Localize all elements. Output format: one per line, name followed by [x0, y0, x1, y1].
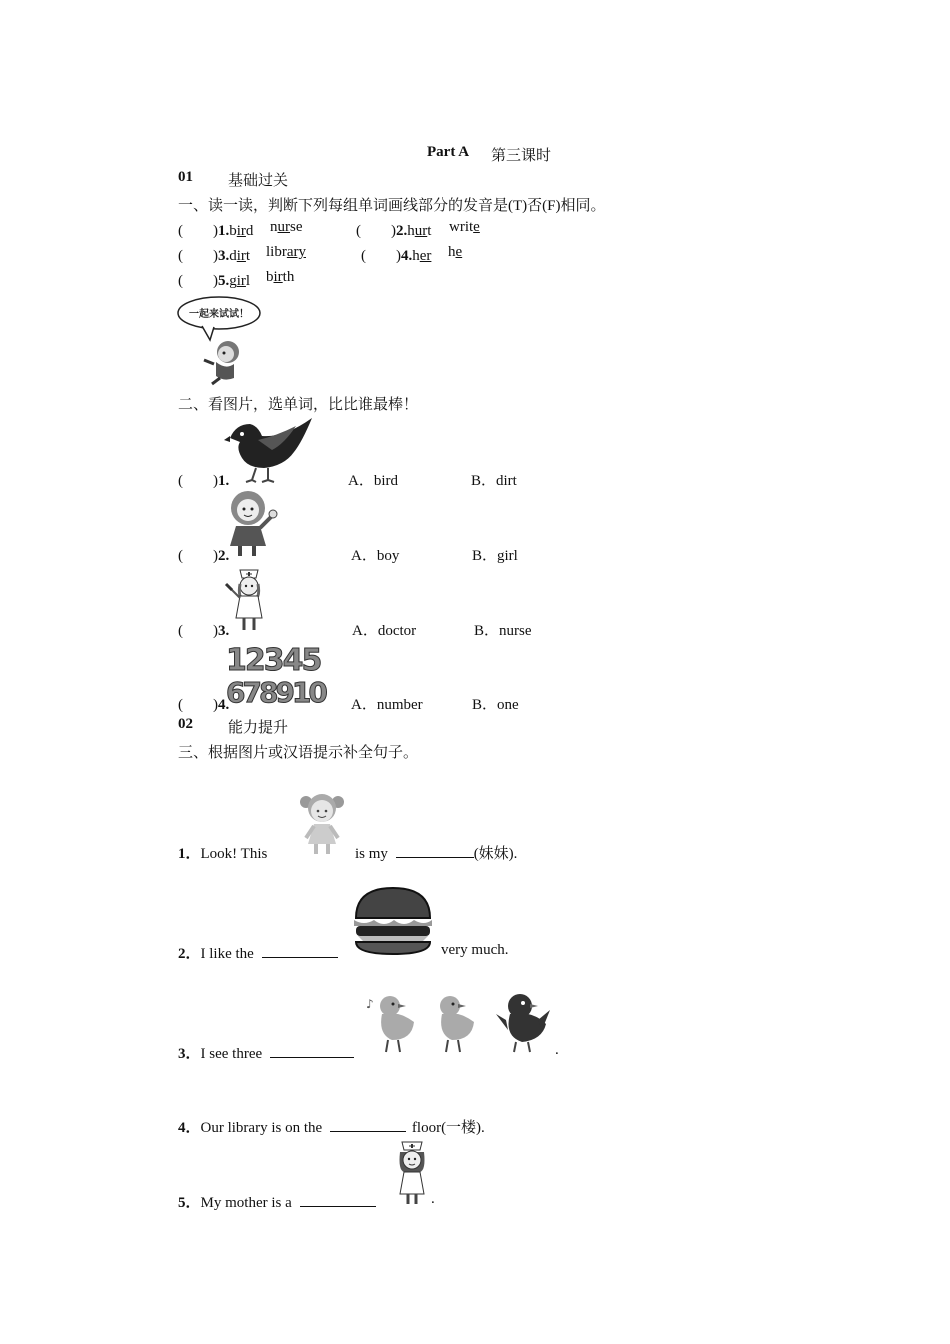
- sentence-1: [178, 842, 267, 863]
- sentence-number: 1．: [178, 846, 201, 862]
- underlined-part: e: [455, 244, 463, 260]
- option-b[interactable]: B．nurse: [474, 623, 532, 639]
- option-b[interactable]: B．dirt: [471, 473, 517, 489]
- item-number: 4.: [218, 697, 230, 713]
- sentence-5: [178, 1191, 376, 1212]
- word-part: h: [407, 223, 415, 239]
- item-number: 3.: [218, 248, 230, 264]
- chick-icon: [440, 996, 474, 1052]
- sentence-number: 3．: [178, 1046, 201, 1062]
- sentence-text: Look! This: [200, 846, 268, 862]
- option-a[interactable]: A．doctor: [352, 623, 417, 639]
- sentence-text: floor(一楼).: [411, 1120, 485, 1136]
- question-instruction: 三、根据图片或汉语提示补全句子。: [178, 745, 419, 761]
- sentence-text: is my: [355, 846, 388, 862]
- sentence-text: I like the: [200, 946, 254, 962]
- sentence-text: (妹妹).: [473, 846, 518, 862]
- answer-paren[interactable]: ( ): [361, 248, 401, 264]
- option-a[interactable]: A．boy: [351, 548, 400, 564]
- part-label: Part A: [427, 144, 470, 160]
- phonics-word: [448, 244, 462, 261]
- word-part: se: [290, 219, 303, 235]
- answer-paren[interactable]: ( ): [178, 223, 218, 239]
- answer-blank[interactable]: [270, 1043, 354, 1058]
- underlined-part: ir: [273, 269, 283, 285]
- word-part: h: [448, 244, 456, 260]
- sentence-text: My mother is a: [200, 1195, 292, 1211]
- item-number: 1.: [218, 223, 230, 239]
- phonics-word: [266, 269, 294, 286]
- answer-paren[interactable]: ( ): [178, 697, 218, 713]
- chick-icon: [366, 996, 414, 1052]
- word-part: t: [245, 248, 251, 264]
- underlined-part: ary: [286, 244, 306, 260]
- sentence-2: [178, 942, 338, 963]
- underlined-part: ir: [236, 273, 246, 289]
- phonics-item: [178, 244, 250, 265]
- section-title: 能力提升: [228, 720, 289, 736]
- answer-paren[interactable]: ( ): [178, 548, 218, 564]
- choice-item: [178, 693, 229, 714]
- question-instruction: 一、读一读，判断下列每组单词画线部分的发音是(T)否(F)相同。: [178, 198, 606, 214]
- nurse-mother-picture: [392, 1136, 432, 1208]
- hamburger-picture: [352, 886, 434, 956]
- word-part: t: [427, 223, 432, 239]
- sentence-3: [178, 1042, 354, 1063]
- section-number: 02: [178, 716, 193, 732]
- try-it-cartoon: [176, 294, 266, 386]
- word-part: g: [229, 273, 237, 289]
- question-instruction: 二、看图片，选单词，比比谁最棒！: [178, 397, 419, 413]
- answer-blank[interactable]: [330, 1117, 406, 1132]
- little-sister-picture: [292, 786, 352, 858]
- sentence-number: 2．: [178, 946, 201, 962]
- sentence-text: I see three: [200, 1046, 263, 1062]
- word-part: l: [245, 273, 251, 289]
- item-number: 3.: [218, 623, 230, 639]
- answer-paren[interactable]: ( ): [178, 623, 218, 639]
- option-b[interactable]: B．girl: [472, 548, 518, 564]
- underlined-part: ur: [277, 219, 290, 235]
- lesson-title: 第三课时: [491, 148, 552, 164]
- item-number: 1.: [218, 473, 230, 489]
- underlined-part: e: [473, 219, 480, 235]
- answer-paren[interactable]: ( ): [356, 223, 396, 239]
- word-part: b: [266, 269, 274, 285]
- sentence-text: Our library is on the: [200, 1120, 323, 1136]
- numbers-picture: [224, 638, 334, 708]
- bird-picture: [224, 414, 316, 484]
- digits-row-1: 12345: [226, 643, 321, 678]
- sentence-text: .: [555, 1042, 559, 1058]
- phonics-item: [361, 244, 431, 265]
- digits-row-2: 678910: [226, 676, 325, 708]
- phonics-word: [270, 219, 303, 236]
- sentence-number: 4．: [178, 1120, 201, 1136]
- word-part: b: [229, 223, 237, 239]
- sentence-text: .: [431, 1191, 435, 1207]
- option-a[interactable]: A．bird: [348, 473, 398, 489]
- word-part: n: [270, 219, 278, 235]
- answer-paren[interactable]: ( ): [178, 273, 218, 289]
- option-b[interactable]: B．one: [472, 697, 519, 713]
- three-birds-picture: [362, 986, 554, 1058]
- bubble-text: 一起来试试！: [189, 309, 249, 320]
- black-bird-icon: [496, 994, 550, 1052]
- word-part: d: [229, 248, 237, 264]
- sentence-4: [178, 1116, 485, 1137]
- answer-paren[interactable]: ( ): [178, 473, 218, 489]
- answer-paren[interactable]: ( ): [178, 248, 218, 264]
- answer-blank[interactable]: [396, 843, 474, 858]
- word-part: d: [245, 223, 254, 239]
- underlined-part: ur: [414, 223, 428, 239]
- nurse-picture: [224, 564, 274, 634]
- item-number: 2.: [218, 548, 230, 564]
- sentence-number: 5．: [178, 1195, 201, 1211]
- section-number: 01: [178, 169, 193, 185]
- sentence-text: very much.: [441, 942, 509, 958]
- phonics-item: [178, 219, 253, 240]
- underlined-part: ir: [236, 223, 246, 239]
- underlined-part: er: [419, 248, 432, 264]
- word-part: writ: [449, 219, 474, 235]
- choice-item: [178, 469, 229, 490]
- svg-text:♪: ♪: [366, 997, 374, 1011]
- sentence-1-cont: [355, 842, 517, 863]
- girl-picture: [224, 488, 280, 560]
- phonics-word: [266, 244, 306, 261]
- choice-item: [178, 544, 229, 565]
- section-title: 基础过关: [228, 173, 289, 189]
- phonics-word: [449, 219, 480, 236]
- option-a[interactable]: A．number: [351, 697, 423, 713]
- answer-blank[interactable]: [300, 1192, 376, 1207]
- word-part: libr: [266, 244, 287, 260]
- item-number: 2.: [396, 223, 408, 239]
- phonics-item: [178, 269, 250, 290]
- item-number: 5.: [218, 273, 230, 289]
- choice-item: [178, 619, 229, 640]
- word-part: h: [412, 248, 420, 264]
- word-part: th: [282, 269, 295, 285]
- phonics-item: [356, 219, 431, 240]
- underlined-part: ir: [236, 248, 246, 264]
- answer-blank[interactable]: [262, 943, 338, 958]
- item-number: 4.: [401, 248, 413, 264]
